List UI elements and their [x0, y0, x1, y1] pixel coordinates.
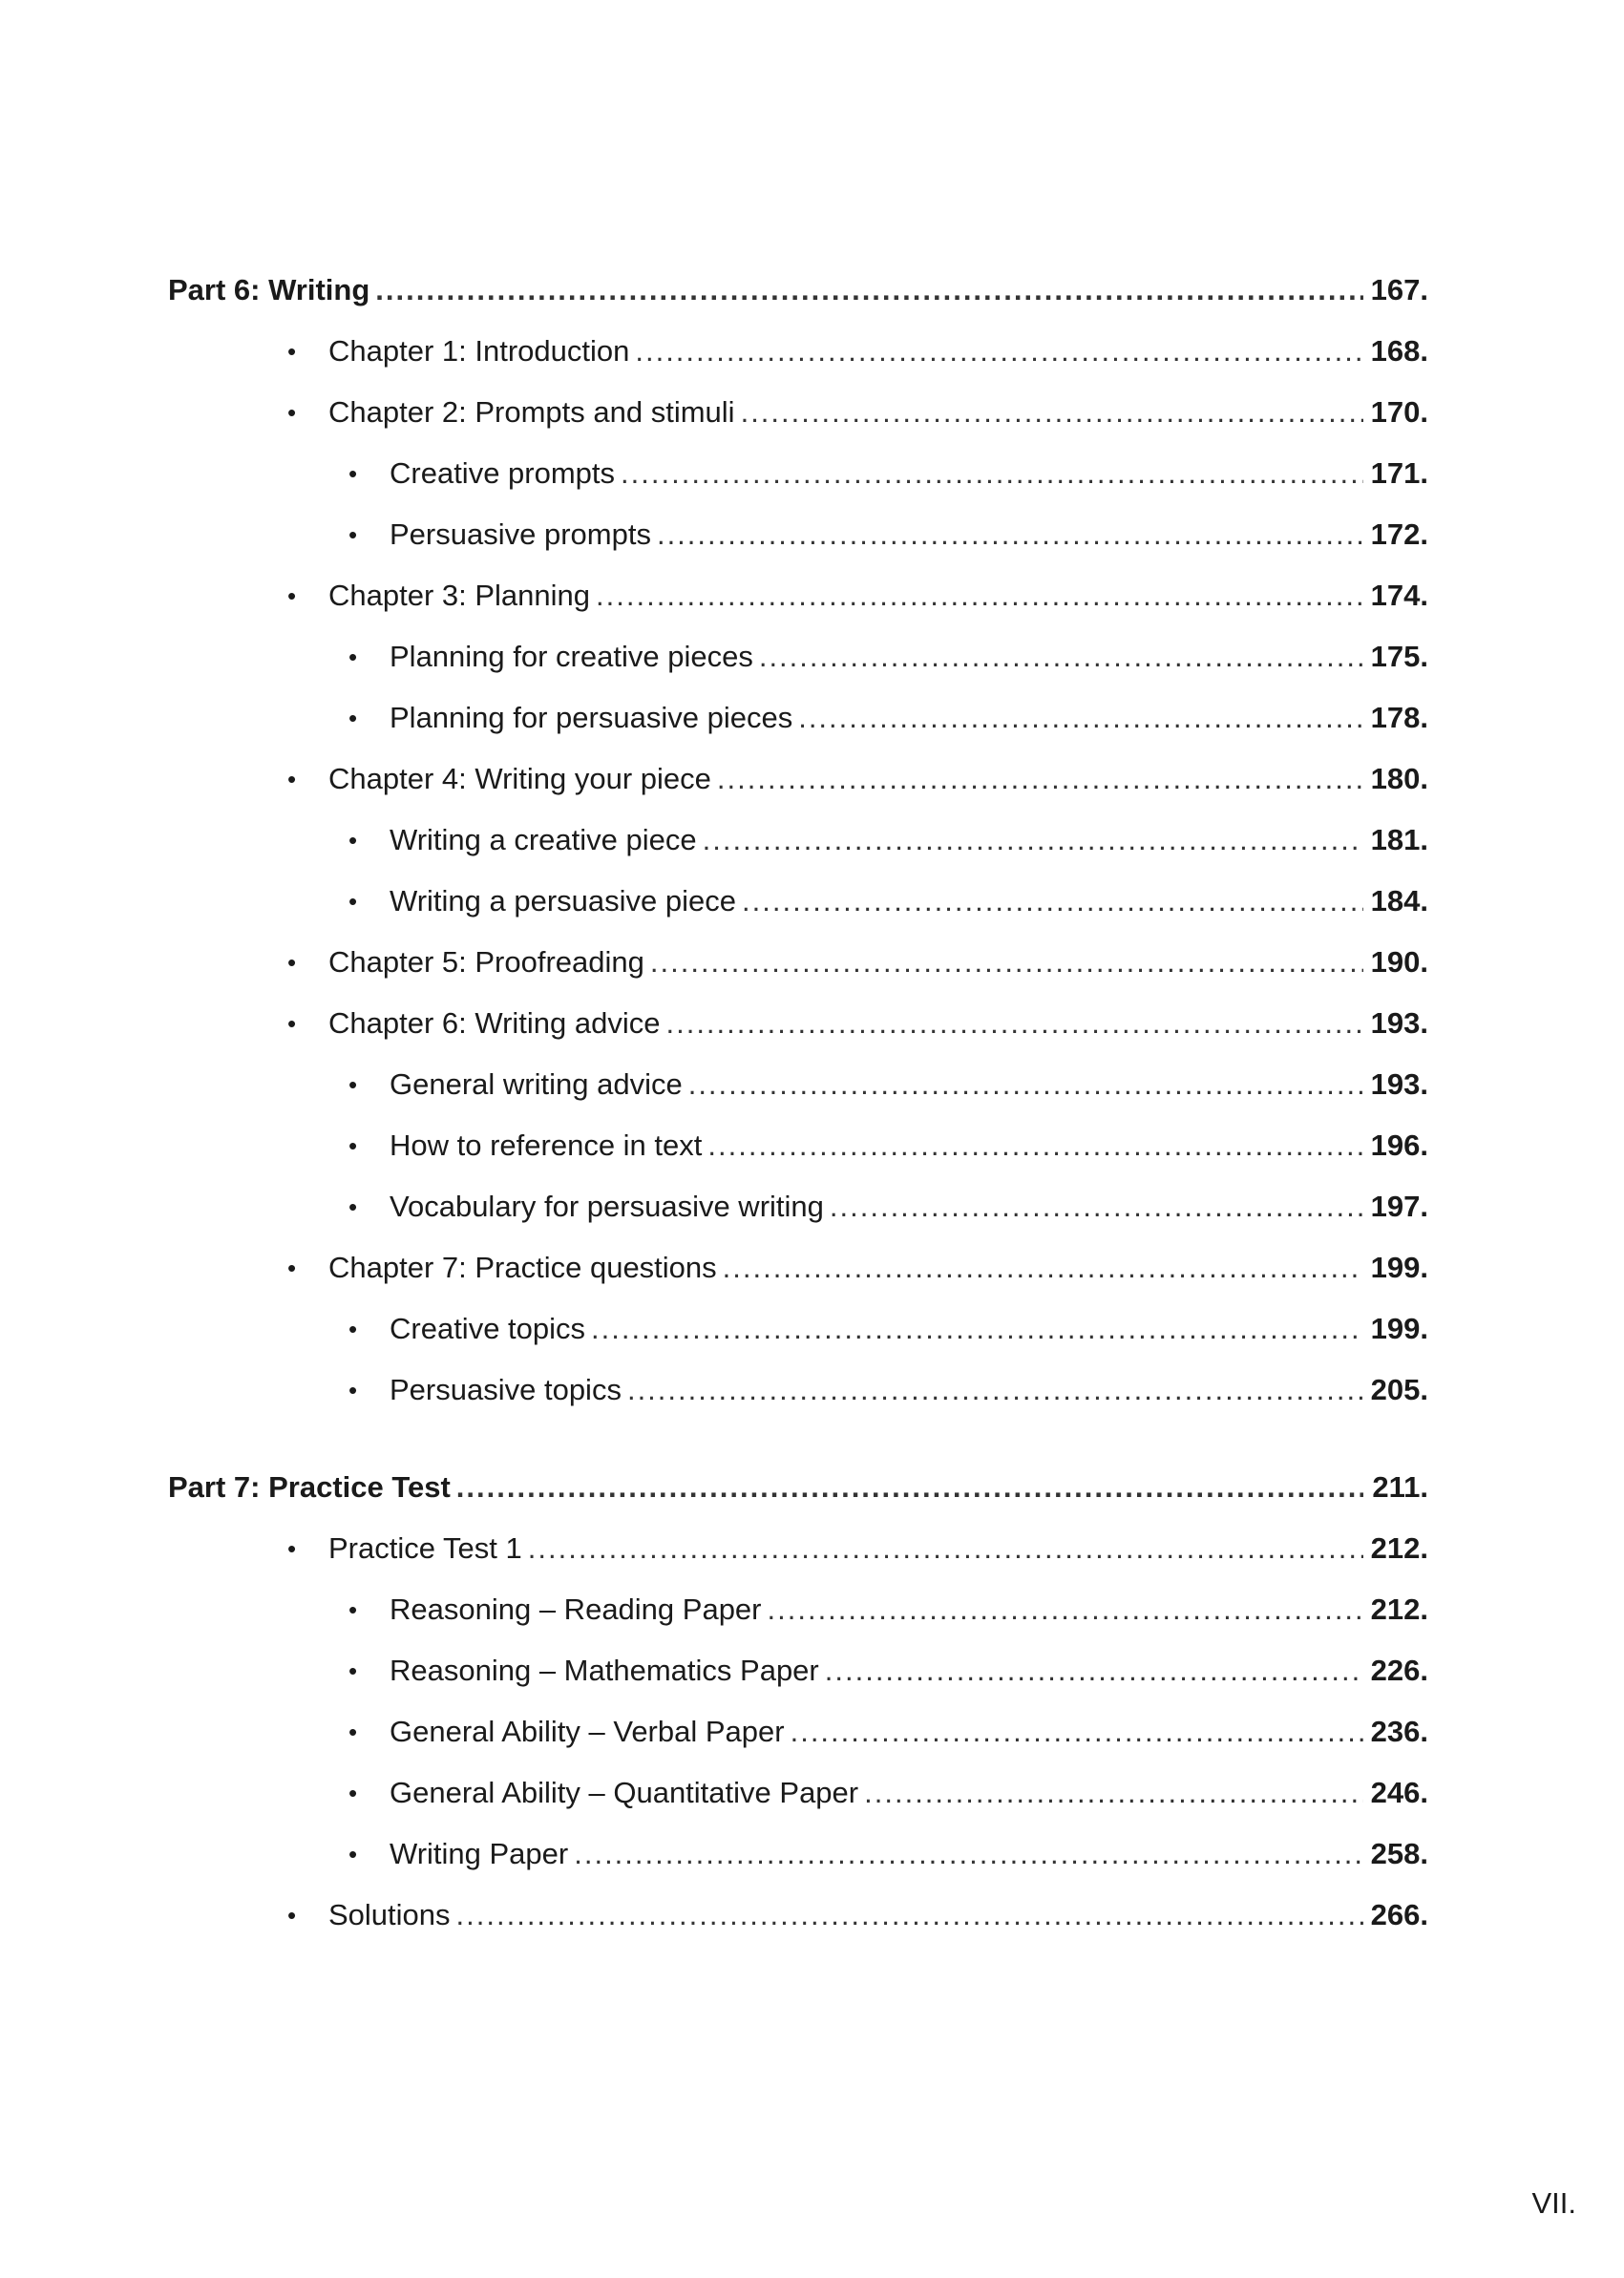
- toc-entry-page-number: 178.: [1370, 701, 1428, 734]
- dot-leader: [635, 321, 1363, 382]
- toc-entry-page-number: 212.: [1370, 1592, 1428, 1626]
- bullet-icon: •: [287, 765, 297, 793]
- bullet-icon: •: [348, 1779, 358, 1807]
- toc-entry-page-number: 171.: [1370, 456, 1428, 490]
- dot-leader: [456, 1457, 1363, 1518]
- toc-entry-label: Part 6: Writing: [168, 273, 370, 306]
- toc-part-part-6-writing[interactable]: [168, 260, 1428, 321]
- bullet-icon: •: [287, 337, 297, 366]
- bullet-icon: •: [287, 1534, 297, 1563]
- toc-entry-label: General Ability – Quantitative Paper: [390, 1776, 859, 1809]
- toc-entry-reasoning-mathematics-paper[interactable]: [168, 1640, 1428, 1701]
- dot-leader: [717, 749, 1363, 810]
- toc-entry-page-number: 205.: [1370, 1373, 1428, 1406]
- toc-entry-page-number: 226.: [1370, 1654, 1428, 1687]
- bullet-icon: •: [348, 826, 358, 854]
- toc-entry-page-number: 174.: [1370, 579, 1428, 612]
- toc-entry-label: Chapter 5: Proofreading: [328, 945, 644, 979]
- dot-leader: [456, 1885, 1363, 1946]
- toc-entry-label: Persuasive prompts: [390, 517, 651, 551]
- bullet-icon: •: [348, 1315, 358, 1343]
- dot-leader: [742, 871, 1363, 932]
- dot-leader: [627, 1360, 1363, 1421]
- toc-entry-page-number: 212.: [1370, 1531, 1428, 1565]
- dot-leader: [657, 504, 1363, 565]
- bullet-icon: •: [287, 1254, 297, 1282]
- toc-entry-label: Chapter 1: Introduction: [328, 334, 630, 368]
- bullet-icon: •: [287, 581, 297, 610]
- bullet-icon: •: [287, 948, 297, 977]
- toc-entry-page-number: 172.: [1370, 517, 1428, 551]
- toc-entry-label: Chapter 3: Planning: [328, 579, 591, 612]
- toc-entry-creative-prompts[interactable]: [168, 443, 1428, 504]
- dot-leader: [830, 1176, 1363, 1237]
- toc-entry-label: General writing advice: [390, 1067, 683, 1101]
- bullet-icon: •: [348, 1840, 358, 1868]
- dot-leader: [574, 1824, 1363, 1885]
- toc-entry-page-number: 193.: [1370, 1006, 1428, 1040]
- toc-entry-writing-paper[interactable]: [168, 1824, 1428, 1885]
- bullet-icon: •: [287, 398, 297, 427]
- toc-entry-label: How to reference in text: [390, 1128, 703, 1162]
- toc-entry-page-number: 175.: [1370, 640, 1428, 673]
- toc-entry-label: Chapter 6: Writing advice: [328, 1006, 661, 1040]
- toc-entry-chapter-3-planning[interactable]: [168, 565, 1428, 626]
- toc-entry-label: Part 7: Practice Test: [168, 1470, 451, 1504]
- toc-entry-page-number: 266.: [1370, 1898, 1428, 1931]
- toc-entry-label: Planning for creative pieces: [390, 640, 753, 673]
- toc-entry-page-number: 167.: [1370, 273, 1428, 306]
- toc-entry-chapter-4-writing-your-piece[interactable]: [168, 749, 1428, 810]
- toc-entry-planning-for-persuasive-pieces[interactable]: [168, 687, 1428, 749]
- toc-entry-label: Practice Test 1: [328, 1531, 522, 1565]
- toc-entry-label: Planning for persuasive pieces: [390, 701, 793, 734]
- dot-leader: [375, 260, 1363, 321]
- toc-entry-writing-a-creative-piece[interactable]: [168, 810, 1428, 871]
- toc-entry-page-number: 199.: [1370, 1251, 1428, 1284]
- toc-entry-label: General Ability – Verbal Paper: [390, 1715, 785, 1748]
- toc-entry-page-number: 170.: [1370, 395, 1428, 429]
- dot-leader: [650, 932, 1363, 993]
- toc-entry-general-writing-advice[interactable]: [168, 1054, 1428, 1115]
- bullet-icon: •: [348, 1070, 358, 1099]
- toc-entry-writing-a-persuasive-piece[interactable]: [168, 871, 1428, 932]
- toc-entry-page-number: 168.: [1370, 334, 1428, 368]
- toc-entry-page-number: 258.: [1370, 1837, 1428, 1870]
- toc-entry-how-to-reference-in-text[interactable]: [168, 1115, 1428, 1176]
- dot-leader: [741, 382, 1363, 443]
- toc-entry-label: Chapter 7: Practice questions: [328, 1251, 717, 1284]
- toc-entry-persuasive-prompts[interactable]: [168, 504, 1428, 565]
- dot-leader: [825, 1640, 1363, 1701]
- toc-entry-page-number: 211.: [1372, 1470, 1428, 1504]
- toc-entry-chapter-1-introduction[interactable]: [168, 321, 1428, 382]
- toc-entry-solutions[interactable]: [168, 1885, 1428, 1946]
- bullet-icon: •: [348, 643, 358, 671]
- bullet-icon: •: [287, 1009, 297, 1038]
- dot-leader: [759, 626, 1363, 687]
- toc-entry-label: Reasoning – Mathematics Paper: [390, 1654, 819, 1687]
- toc-entry-chapter-5-proofreading[interactable]: [168, 932, 1428, 993]
- toc-entry-page-number: 199.: [1370, 1312, 1428, 1345]
- toc-entry-reasoning-reading-paper[interactable]: [168, 1579, 1428, 1640]
- toc-entry-chapter-7-practice-questions[interactable]: [168, 1237, 1428, 1298]
- bullet-icon: •: [348, 459, 358, 488]
- page-number: VII.: [1531, 2186, 1576, 2220]
- toc-entry-page-number: 246.: [1370, 1776, 1428, 1809]
- bullet-icon: •: [348, 1192, 358, 1221]
- bullet-icon: •: [348, 1718, 358, 1746]
- toc-entry-label: Writing a creative piece: [390, 823, 697, 856]
- toc-entry-general-ability-verbal-paper[interactable]: [168, 1701, 1428, 1762]
- dot-leader: [723, 1237, 1363, 1298]
- toc-entry-label: Reasoning – Reading Paper: [390, 1592, 762, 1626]
- dot-leader: [591, 1298, 1363, 1360]
- toc-entry-page-number: 180.: [1370, 762, 1428, 795]
- toc-entry-label: Persuasive topics: [390, 1373, 622, 1406]
- bullet-icon: •: [348, 520, 358, 549]
- toc-part-part-7-practice-test[interactable]: [168, 1457, 1428, 1518]
- toc-entry-planning-for-creative-pieces[interactable]: [168, 626, 1428, 687]
- dot-leader: [703, 810, 1363, 871]
- toc-entry-vocabulary-for-persuasive-writing[interactable]: [168, 1176, 1428, 1237]
- toc-entry-label: Creative topics: [390, 1312, 586, 1345]
- toc-entry-page-number: 197.: [1370, 1190, 1428, 1223]
- bullet-icon: •: [348, 887, 358, 916]
- toc-entry-label: Writing Paper: [390, 1837, 569, 1870]
- bullet-icon: •: [348, 704, 358, 732]
- bullet-icon: •: [348, 1595, 358, 1624]
- toc-entry-label: Creative prompts: [390, 456, 616, 490]
- toc-entry-label: Solutions: [328, 1898, 451, 1931]
- dot-leader: [528, 1518, 1363, 1579]
- toc-entry-page-number: 181.: [1370, 823, 1428, 856]
- toc-entry-practice-test-1[interactable]: [168, 1518, 1428, 1579]
- toc-entry-chapter-2-prompts-and-stimuli[interactable]: [168, 382, 1428, 443]
- toc-entry-page-number: 184.: [1370, 884, 1428, 918]
- toc-entry-general-ability-quantitative-paper[interactable]: [168, 1762, 1428, 1824]
- toc-entry-page-number: 193.: [1370, 1067, 1428, 1101]
- dot-leader: [688, 1054, 1363, 1115]
- toc-entry-page-number: 190.: [1370, 945, 1428, 979]
- toc-entry-page-number: 196.: [1370, 1128, 1428, 1162]
- dot-leader: [596, 565, 1363, 626]
- dot-leader: [621, 443, 1363, 504]
- dot-leader: [791, 1701, 1363, 1762]
- toc-entry-label: Chapter 4: Writing your piece: [328, 762, 711, 795]
- toc-entry-label: Writing a persuasive piece: [390, 884, 736, 918]
- dot-leader: [707, 1115, 1363, 1176]
- bullet-icon: •: [348, 1656, 358, 1685]
- toc-section: [168, 260, 1428, 1421]
- dot-leader: [864, 1762, 1363, 1824]
- dot-leader: [768, 1579, 1364, 1640]
- bullet-icon: •: [348, 1376, 358, 1404]
- toc-entry-persuasive-topics[interactable]: [168, 1360, 1428, 1421]
- toc-section: [168, 1457, 1428, 1946]
- dot-leader: [665, 993, 1363, 1054]
- toc-entry-chapter-6-writing-advice[interactable]: [168, 993, 1428, 1054]
- toc-entry-page-number: 236.: [1370, 1715, 1428, 1748]
- toc-entry-label: Chapter 2: Prompts and stimuli: [328, 395, 735, 429]
- table-of-contents: [168, 260, 1428, 1982]
- bullet-icon: •: [287, 1901, 297, 1930]
- toc-entry-creative-topics[interactable]: [168, 1298, 1428, 1360]
- toc-entry-label: Vocabulary for persuasive writing: [390, 1190, 824, 1223]
- dot-leader: [798, 687, 1363, 749]
- bullet-icon: •: [348, 1131, 358, 1160]
